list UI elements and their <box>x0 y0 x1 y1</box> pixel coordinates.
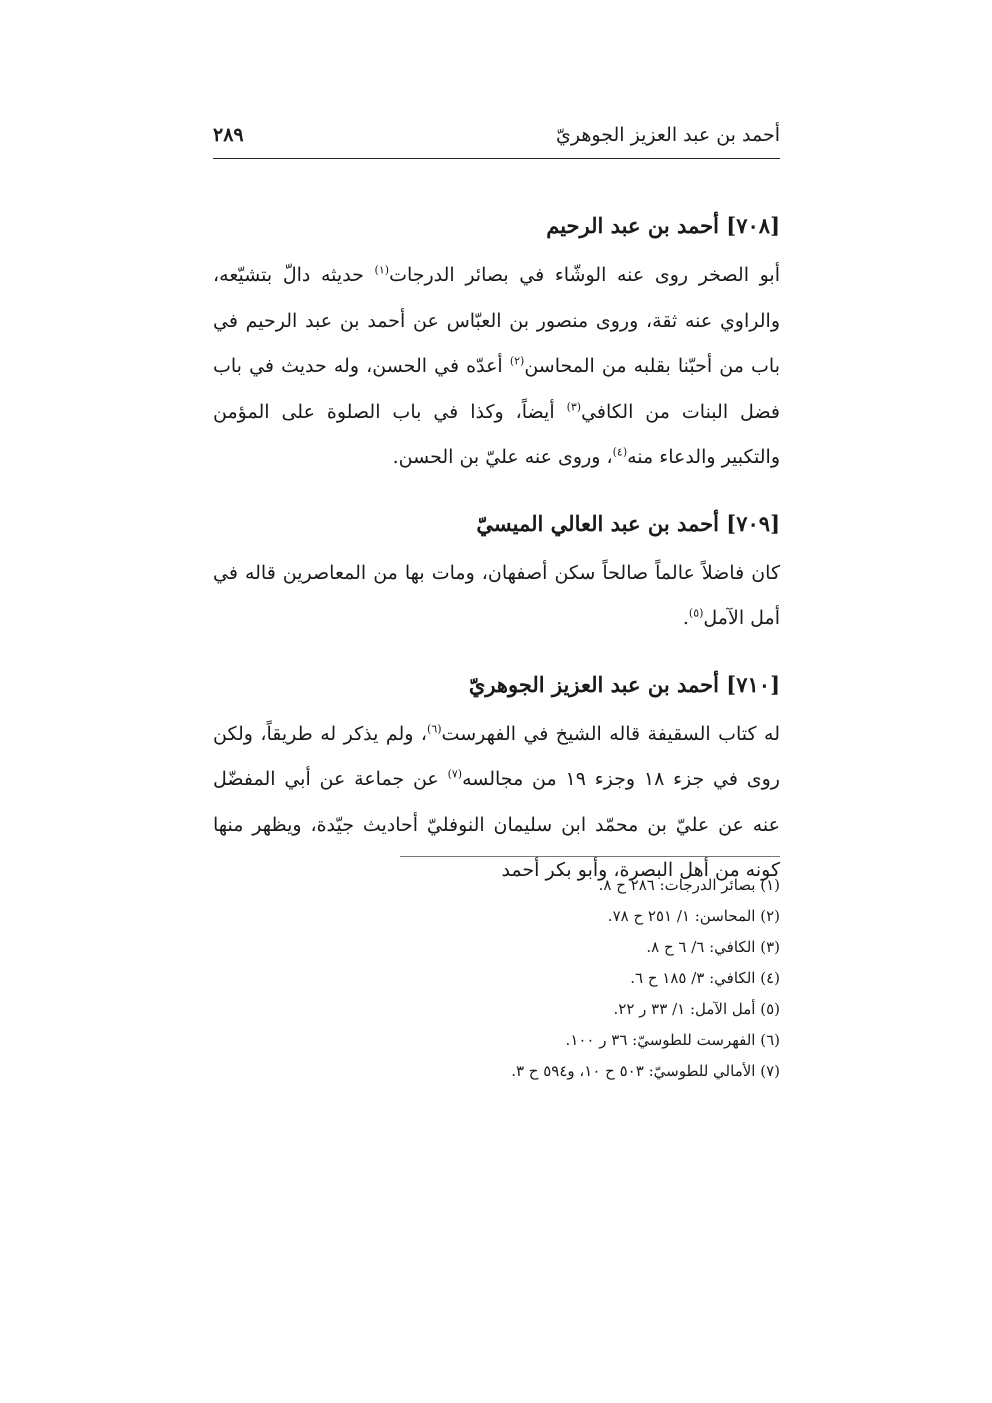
footnote-ref[interactable]: (٧) <box>447 767 463 781</box>
entry-body <box>213 712 780 894</box>
entry-709 <box>213 503 780 642</box>
body-text: حديثه دالّ بتشيّعه، والراوي عنه ثقة، وروى منصور بن العبّاس عن أحمد بن عبد الرحيم في باب من أحبّنا بقلبه من المحاسن <box>213 264 780 377</box>
footnote-item: (٥) أمل الآمل: ١/ ٣٣ ر ٢٢. <box>613 1000 780 1018</box>
footnote-ref[interactable]: (٣) <box>566 400 582 414</box>
footnote-item: (٧) الأمالي للطوسيّ: ٥٠٣ ح ١٠، و٥٩٤ ح ٣. <box>511 1062 780 1080</box>
footnote-ref[interactable]: (١) <box>374 263 390 277</box>
footnote-item: (٣) الكافي: ٦/ ٦ ح ٨. <box>646 938 780 956</box>
body-text: . <box>682 607 689 629</box>
page-number: ٢٨٩ <box>213 124 244 146</box>
entry-body <box>213 551 780 642</box>
body-text: أبو الصخر روى عنه الوشّاء في بصائر الدرجات <box>389 264 781 286</box>
entry-heading <box>213 503 780 545</box>
entry-body <box>213 253 780 481</box>
footnote-item: (٢) المحاسن: ١/ ٢٥١ ح ٧٨. <box>607 907 780 925</box>
page-header <box>213 118 780 159</box>
entry-number: [٧٠٨] <box>726 213 780 238</box>
footnote-divider <box>400 856 780 857</box>
body-text: ، وروى عنه عليّ بن الحسن. <box>392 446 613 468</box>
entry-name: أحمد بن عبد الرحيم <box>546 213 719 238</box>
body-text: عن جماعة عن أبي المفضّل عنه عن عليّ بن محمّد ابن سليمان النوفليّ أحاديث جيّدة، ويظهر منها كونه من أهل البصرة، وأبو بكر أحمد <box>213 768 780 881</box>
main-text <box>213 205 780 916</box>
entry-name: أحمد بن عبد العزيز الجوهريّ <box>468 671 719 697</box>
footnotes <box>213 870 780 1087</box>
entry-heading <box>213 205 780 247</box>
entry-heading <box>213 664 780 706</box>
footnote-ref[interactable]: (٦) <box>427 722 442 736</box>
body-text: أيضاً، وكذا في باب الصلوة على المؤمن والتكبير والدعاء منه <box>213 400 780 468</box>
entry-number: [٧١٠] <box>726 671 780 697</box>
body-text: ، ولم يذكر له طريقاً، ولكن روى في جزء ١٨ وجزء ١٩ من مجالسه <box>213 722 780 790</box>
footnote-ref[interactable]: (٥) <box>688 606 704 620</box>
running-title: أحمد بن عبد العزيز الجوهريّ <box>556 124 780 146</box>
entry-708 <box>213 205 780 481</box>
body-text: أعدّه في الحسن، وله حديث في باب فضل البنات من الكافي <box>213 355 780 423</box>
footnote-ref[interactable]: (٤) <box>612 445 628 459</box>
entry-number: [٧٠٩] <box>726 510 780 536</box>
entry-name: أحمد بن عبد العالي الميسيّ <box>476 510 719 536</box>
footnote-item: (٦) الفهرست للطوسيّ: ٣٦ ر ١٠٠. <box>565 1031 780 1049</box>
footnote-item: (١) بصائر الدرجات: ٢٨٦ ح ٨. <box>598 876 780 894</box>
footnote-item: (٤) الكافي: ٣/ ١٨٥ ح ٦. <box>630 969 780 987</box>
body-text: له كتاب السقيفة قاله الشيخ في الفهرست <box>441 722 780 745</box>
footnote-ref[interactable]: (٢) <box>509 354 525 368</box>
entry-710 <box>213 664 780 894</box>
body-text: كان فاضلاً عالماً صالحاً سكن أصفهان، ومات بها من المعاصرين قاله في أمل الآمل <box>213 561 780 629</box>
